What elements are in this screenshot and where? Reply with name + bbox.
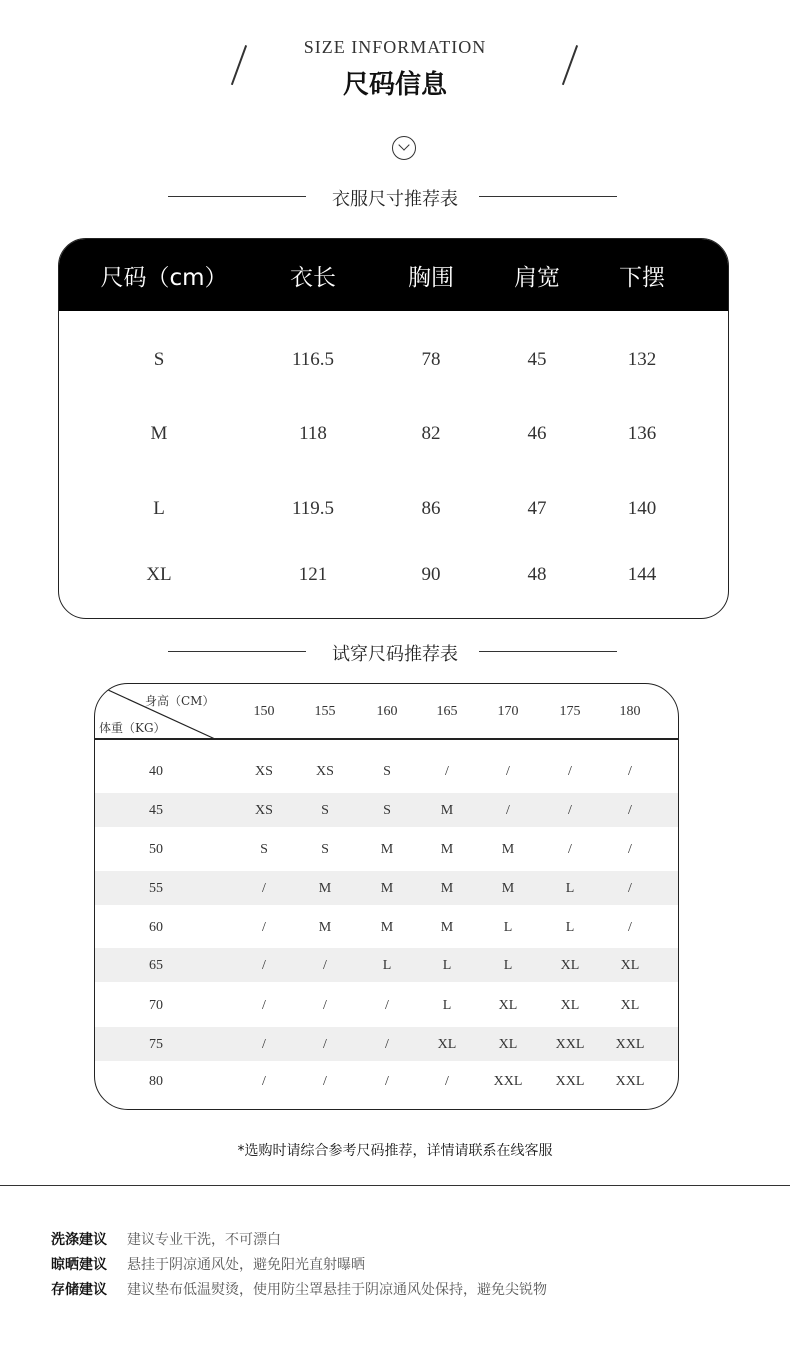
table-cell: XXL [555,1037,585,1052]
table-cell: 119.5 [291,498,335,519]
header-cell: 肩宽 [514,265,560,291]
table-cell: 132 [627,349,657,370]
weight-label: 45 [149,803,163,818]
table-cell: XL [620,958,640,973]
table-cell: M [440,842,454,857]
table-cell: 46 [527,423,547,444]
table-cell: S [260,842,268,857]
table-cell: XL [560,998,580,1013]
table-cell: S [383,803,391,818]
table-cell: L [442,958,452,973]
height-header: 150 [253,704,275,719]
title-en: SIZE INFORMATION [303,37,487,57]
table-cell: L [503,958,513,973]
size-table [58,238,729,619]
weight-label: 80 [149,1074,163,1089]
table-cell: XL [498,1037,518,1052]
table-cell: 47 [527,498,547,519]
table-cell: S [383,764,391,779]
table-cell: L [503,920,513,935]
table-cell: / [385,998,389,1013]
table-cell: / [628,803,632,818]
weight-label: 70 [149,998,163,1013]
table-cell: XS [255,764,273,779]
chevron-down-icon [392,136,416,160]
height-header: 170 [497,704,519,719]
height-header: 175 [559,704,581,719]
table-cell: M [318,920,332,935]
table-cell: / [262,998,266,1013]
table-cell: / [445,764,449,779]
table-cell: 86 [421,498,441,519]
table-cell: M [501,842,515,857]
size-label: M [150,423,168,444]
header-cell: 衣长 [290,265,336,291]
table-cell: / [506,803,510,818]
table-cell: / [628,920,632,935]
table-cell: / [568,803,572,818]
size-note: *选购时请综合参考尺码推荐，详情请联系在线客服 [237,1143,553,1159]
table-cell: L [442,998,452,1013]
table-cell: XXL [555,1074,585,1089]
weight-label: 65 [149,958,163,973]
table-cell: / [262,881,266,896]
table-cell: / [628,842,632,857]
table-cell: 116.5 [291,349,335,370]
weight-label: 40 [149,764,163,779]
care-value: 悬挂于阴凉通风处，避免阳光直射曝晒 [127,1257,365,1273]
table-cell: M [501,881,515,896]
table-cell: / [385,1037,389,1052]
table-cell: 78 [421,349,441,370]
table-cell: L [565,920,575,935]
size-label: L [153,498,165,519]
table-cell: / [323,1074,327,1089]
table-cell: / [262,958,266,973]
height-header: 155 [314,704,336,719]
table-cell: S [321,842,329,857]
size-label: XL [146,564,172,585]
care-wash [51,1229,281,1249]
table-cell: 45 [527,349,547,370]
table-cell: / [323,998,327,1013]
table-cell: / [445,1074,449,1089]
header-cell: 下摆 [619,265,665,291]
table-cell: XS [316,764,334,779]
table-cell: M [440,803,454,818]
care-dry [51,1254,365,1274]
care-label: 晾晒建议 [51,1257,107,1273]
height-header: 165 [436,704,458,719]
table-cell: / [628,764,632,779]
table-cell: 82 [421,423,441,444]
table-cell: / [262,920,266,935]
table-cell: XS [255,803,273,818]
table-cell: XL [498,998,518,1013]
table-cell: 140 [627,498,657,519]
header-cell: 胸围 [408,265,454,291]
care-value: 建议垫布低温熨烫，使用防尘罩悬挂于阴凉通风处保持，避免尖锐物 [127,1282,547,1298]
care-store [51,1279,547,1299]
table-cell: / [628,881,632,896]
table-cell: 48 [527,564,547,585]
table-cell: M [440,920,454,935]
weight-label: 55 [149,881,163,896]
title-cn: 尺码信息 [342,70,447,100]
table-cell: / [385,1074,389,1089]
divider [0,1185,790,1186]
section-divider [479,651,617,652]
table-cell: M [380,920,394,935]
table-cell: 121 [298,564,328,585]
table-cell: XXL [615,1074,645,1089]
corner-label-height: 身高（CM） [145,694,215,708]
table-cell: / [323,1037,327,1052]
table-cell: 90 [421,564,441,585]
table-cell: XL [620,998,640,1013]
care-value: 建议专业干洗，不可漂白 [127,1232,281,1248]
weight-label: 75 [149,1037,163,1052]
table-cell: 136 [627,423,657,444]
table-cell: XXL [615,1037,645,1052]
size-table-header [59,239,728,311]
table-cell: XXL [493,1074,523,1089]
table-cell: / [568,842,572,857]
height-header: 180 [619,704,641,719]
care-label: 存储建议 [51,1282,107,1298]
table-cell: 144 [627,564,657,585]
section-title-fit: 试穿尺码推荐表 [332,644,458,665]
weight-label: 60 [149,920,163,935]
table-cell: L [382,958,392,973]
header-cell: 尺码（cm） [100,265,228,291]
table-cell: / [506,764,510,779]
table-cell: L [565,881,575,896]
table-cell: M [440,881,454,896]
table-cell: XL [560,958,580,973]
height-header: 160 [376,704,398,719]
care-label: 洗涤建议 [51,1232,107,1248]
header-rule [95,738,678,740]
table-cell: / [568,764,572,779]
table-cell: XL [437,1037,457,1052]
size-label: S [153,349,165,370]
corner-label-weight: 体重（KG） [99,721,166,735]
section-divider [479,196,617,197]
table-cell: / [323,958,327,973]
weight-label: 50 [149,842,163,857]
table-cell: 118 [299,423,327,444]
section-title-size: 衣服尺寸推荐表 [332,189,458,210]
table-cell: M [380,842,394,857]
fit-table [94,683,679,1110]
table-cell: M [318,881,332,896]
table-cell: S [321,803,329,818]
table-cell: / [262,1074,266,1089]
table-cell: / [262,1037,266,1052]
table-cell: M [380,881,394,896]
